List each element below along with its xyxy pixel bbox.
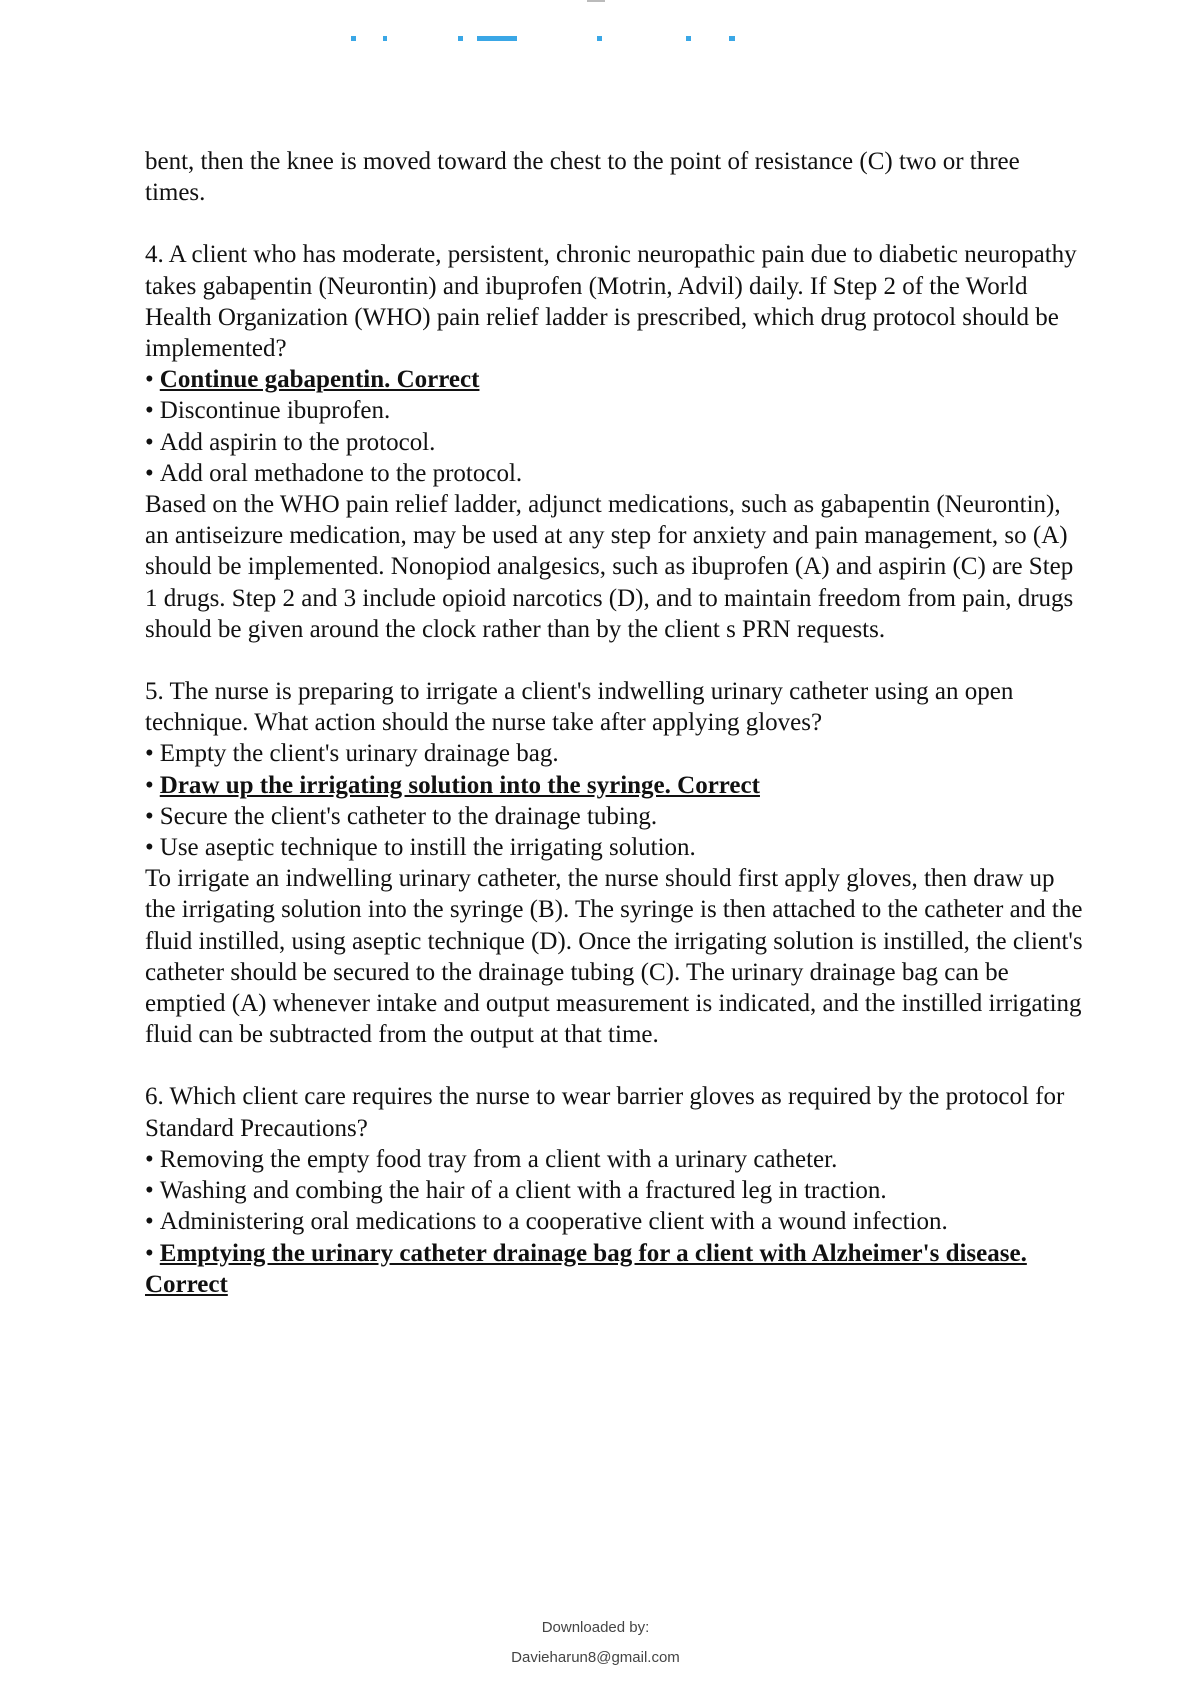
answer-text: Add oral methadone to the protocol. [159, 459, 523, 487]
answer-text: Washing and combing the hair of a client with a fractured leg in traction. [159, 1177, 887, 1205]
answer-option [145, 395, 1085, 426]
correct-answer: Emptying the urinary catheter drainage bag for a client with Alzheimer's disease. Correct [145, 1239, 1027, 1298]
answer-option [145, 738, 1085, 769]
watermark-fragment [597, 36, 602, 41]
bullet-glyph: • [145, 1145, 154, 1173]
top-edge-mark [587, 0, 605, 2]
bullet-glyph: • [145, 740, 154, 768]
answer-text: Use aseptic technique to instill the irrigating solution. [159, 834, 696, 862]
watermark-fragment [458, 36, 463, 41]
answer-option [145, 1175, 1085, 1206]
bullet-glyph: • [145, 1208, 154, 1236]
header-watermark-band [0, 36, 1191, 44]
question-stem: 6. Which client care requires the nurse to wear barrier gloves as required by the protocol for Standard Precautions? [145, 1083, 1065, 1142]
watermark-fragment [383, 36, 387, 41]
answer-option [145, 832, 1085, 863]
question-block [145, 676, 1085, 1050]
answer-option [145, 1144, 1085, 1175]
rationale-paragraph: To irrigate an indwelling urinary catheter, the nurse should first apply gloves, then draw up the irrigating solution into the syringe (B). The syringe is then attached to the catheter and the fluid instilled, using aseptic technique (D). Once the irrigating solution is instilled, the client's catheter should be secured to the drainage tubing (C). The urinary drainage bag can be emptied (A) whenever intake and output measurement is indicated, and the instilled irrigating fluid can be subtracted from the output at that time. [145, 865, 1083, 1049]
answer-option [145, 458, 1085, 489]
rationale-paragraph: Based on the WHO pain relief ladder, adjunct medications, such as gabapentin (Neurontin), an antiseizure medication, may be used at any step for anxiety and pain management, so (A) should be implemented. Nonopiod analgesics, such as ibuprofen (A) and aspirin (C) are Step 1 drugs. Step 2 and 3 include opioid narcotics (D), and to maintain freedom from pain, drugs should be given around the clock rather than by the client s PRN requests. [145, 491, 1074, 643]
question-block [145, 1081, 1085, 1299]
answer-text: Discontinue ibuprofen. [159, 397, 391, 425]
answer-option [145, 1206, 1085, 1237]
watermark-fragment [477, 36, 517, 41]
correct-answer: Continue gabapentin. Correct [159, 366, 480, 394]
question-stem: 5. The nurse is preparing to irrigate a client's indwelling urinary catheter using an open technique. What action should the nurse take after applying gloves? [145, 678, 1014, 737]
bullet-glyph: • [145, 366, 154, 394]
bullet-glyph: • [145, 1239, 154, 1267]
bullet-glyph: • [145, 1177, 154, 1205]
answer-option [145, 364, 1085, 395]
answer-text: Empty the client's urinary drainage bag. [159, 740, 559, 768]
bullet-glyph: • [145, 834, 154, 862]
answer-option [145, 1238, 1085, 1300]
answer-option [145, 801, 1085, 832]
bullet-glyph: • [145, 802, 154, 830]
answer-text: Administering oral medications to a cooperative client with a wound infection. [159, 1208, 948, 1236]
document-body [145, 146, 1085, 1300]
intro-paragraph: bent, then the knee is moved toward the chest to the point of resistance (C) two or three times. [145, 148, 1020, 207]
bullet-glyph: • [145, 459, 154, 487]
answer-text: Secure the client's catheter to the drainage tubing. [159, 802, 658, 830]
answer-text: Add aspirin to the protocol. [159, 428, 436, 456]
correct-answer: Draw up the irrigating solution into the syringe. Correct [159, 771, 760, 799]
bullet-glyph: • [145, 397, 154, 425]
answer-text: Removing the empty food tray from a client with a urinary catheter. [159, 1145, 838, 1173]
answer-option [145, 427, 1085, 458]
question-stem: 4. A client who has moderate, persistent, chronic neuropathic pain due to diabetic neuropathy takes gabapentin (Neurontin) and ibuprofen (Motrin, Advil) daily. If Step 2 of the World Health Organization (WHO) pain relief ladder is prescribed, which drug protocol should be implemented? [145, 241, 1077, 363]
bullet-glyph: • [145, 428, 154, 456]
answer-option [145, 770, 1085, 801]
footer-email: Davieharun8@gmail.com [511, 1649, 680, 1666]
question-block [145, 239, 1085, 645]
watermark-fragment [686, 36, 691, 41]
bullet-glyph: • [145, 771, 154, 799]
footer-downloaded-label: Downloaded by: [541, 1619, 650, 1636]
watermark-fragment [729, 36, 735, 41]
watermark-fragment [351, 36, 356, 41]
